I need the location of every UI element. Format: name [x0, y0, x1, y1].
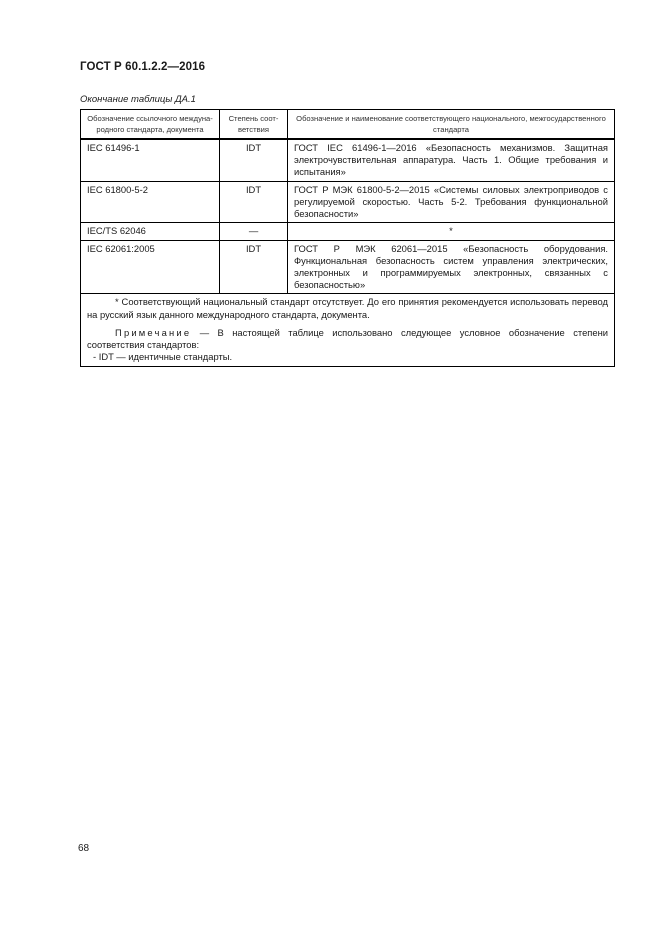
reference-cell: IEC/TS 62046: [81, 223, 220, 240]
table-notes-cell: [81, 294, 615, 366]
table-row: [81, 139, 615, 181]
table-caption: Окончание таблицы ДА.1: [80, 94, 196, 105]
degree-cell: —: [220, 223, 288, 240]
page-number: 68: [78, 843, 90, 854]
note-label: Примечание: [115, 326, 192, 338]
degree-cell: IDT: [220, 139, 288, 181]
reference-cell: IEC 61800-5-2: [81, 181, 220, 223]
national-standard-cell: *: [288, 223, 615, 240]
degree-cell: IDT: [220, 181, 288, 223]
column-header-reference: Обозначение ссылочного междуна-родного стандарта, документа: [81, 110, 220, 140]
reference-cell: IEC 62061:2005: [81, 240, 220, 294]
table-row: [81, 223, 615, 240]
column-header-degree: Степень соот-ветствия: [220, 110, 288, 140]
column-header-national: Обозначение и наименование соответствующего национального, межгосударственного стандарта: [288, 110, 615, 140]
table-note: [87, 327, 608, 351]
table-header-row: [81, 110, 615, 140]
table-row: [81, 240, 615, 294]
degree-cell: IDT: [220, 240, 288, 294]
document-header: ГОСТ Р 60.1.2.2—2016: [80, 61, 206, 73]
national-standard-cell: ГОСТ Р МЭК 61800-5-2—2015 «Системы силовых электроприводов с регулируемой скоростью. Часть 5-2. Требования функциональной безопасности»: [288, 181, 615, 223]
reference-cell: IEC 61496-1: [81, 139, 220, 181]
national-standard-cell: ГОСТ Р МЭК 62061—2015 «Безопасность оборудования. Функциональная безопасность систем управления электрических, электронных и программируемых электронных, связанных с безопасностью»: [288, 240, 615, 294]
note-list-item: - IDT — идентичные стандарты.: [93, 351, 233, 363]
table-row: [81, 181, 615, 223]
table-notes-row: [81, 294, 615, 366]
note-text: — В настоящей таблице использовано следующее условное обозначение степени соответствия стандартов:: [87, 326, 608, 351]
standards-table: [80, 109, 615, 367]
national-standard-cell: ГОСТ IEC 61496-1—2016 «Безопасность механизмов. Защитная электрочувствительная аппаратура. Часть 1. Общие требования и испытания»: [288, 139, 615, 181]
footnote: * Соответствующий национальный стандарт отсутствует. До его принятия рекомендуется использовать перевод на русский язык данного международного стандарта, документа.: [87, 296, 608, 320]
